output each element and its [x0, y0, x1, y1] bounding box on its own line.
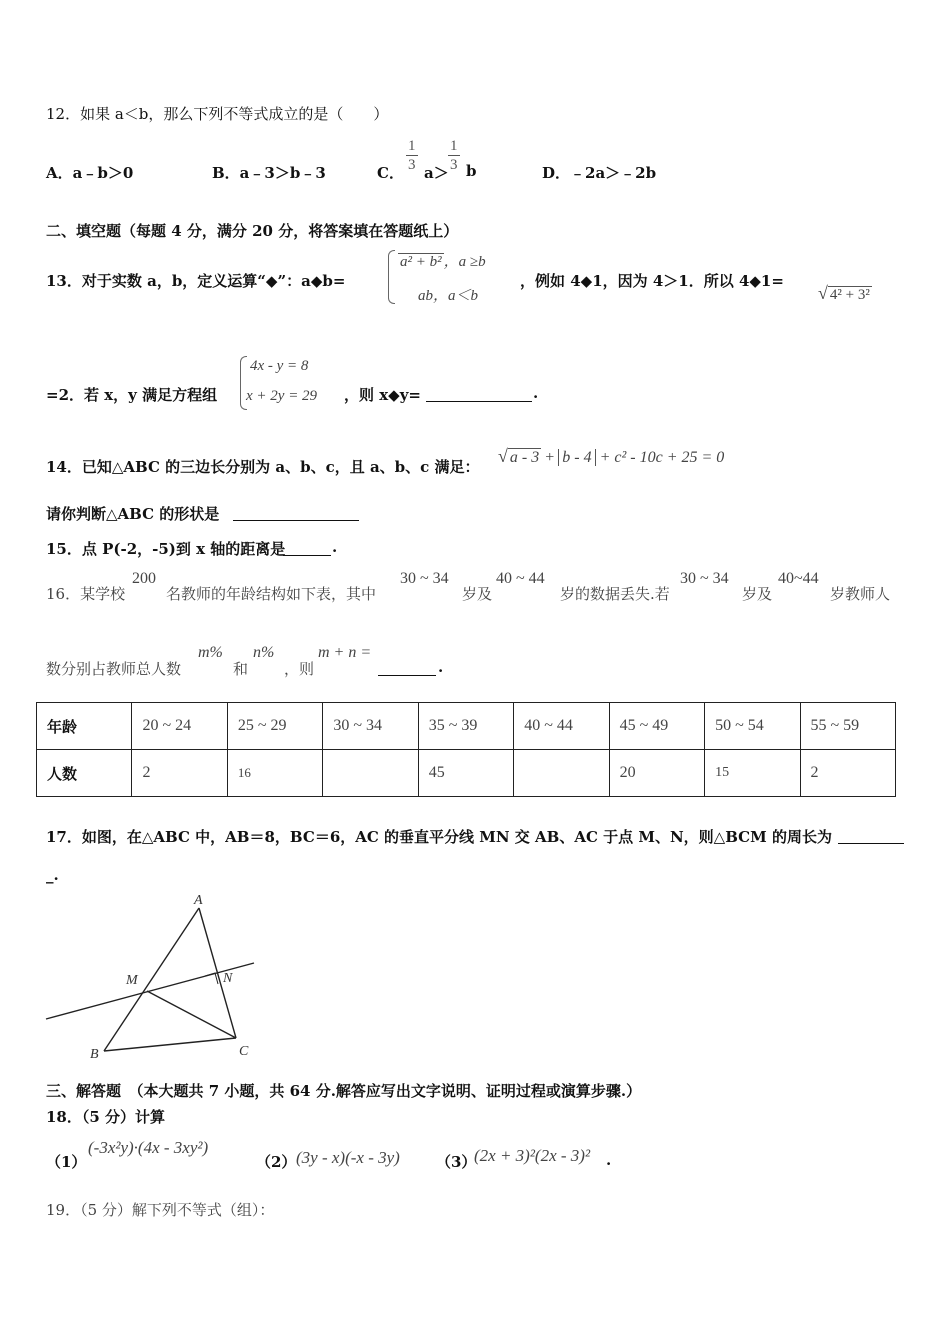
- section3-title: 三、解答题 （本大题共 7 小题，共 64 分.解答应写出文字说明、证明过程或演算步骤.）: [46, 1082, 642, 1100]
- q16-line2: 数分别占教师总人数: [46, 660, 182, 678]
- q13-case-brace: [388, 250, 395, 304]
- q16-p6: 岁教师人: [830, 585, 891, 603]
- q17-text: 17．如图，在△ABC 中，AB＝8，BC＝6，AC 的垂直平分线 MN 交 AB、AC 于点 M、N，则△BCM 的周长为: [46, 828, 832, 846]
- segment-ab: [104, 908, 199, 1051]
- q18-part1-expr: (-3x²y)·(4x - 3xy²): [88, 1138, 209, 1157]
- table-cell-count: 20: [609, 750, 704, 797]
- q16-p1: 16．某学校: [46, 585, 126, 603]
- segment-bc: [104, 1038, 236, 1051]
- q13-stem: [46, 270, 345, 291]
- q15-answer-blank[interactable]: [283, 538, 331, 560]
- q14-answer-blank[interactable]: [233, 503, 359, 525]
- q14-eq-rest: + c² - 10c + 25 = 0: [599, 449, 725, 466]
- q12-option-b: B．a﹣3＞b﹣3: [212, 164, 326, 182]
- q13-case1: [398, 250, 486, 271]
- label-n: N: [223, 971, 233, 986]
- label-c: C: [239, 1044, 249, 1059]
- q13-period: .: [533, 384, 539, 402]
- q16-then: ，则: [284, 660, 315, 678]
- q16-n-percent: n%: [253, 644, 275, 661]
- q13-root-value: 4² + 3²: [829, 287, 870, 303]
- q14-stem: 14．已知△ABC 的三边长分别为 a、b、c，且 a、b、c 满足：: [46, 458, 480, 476]
- q13-answer-blank[interactable]: [426, 384, 532, 406]
- frac-num: 1: [408, 138, 416, 154]
- q16-p5: 岁及: [742, 585, 773, 603]
- table-cell-count: [514, 750, 609, 797]
- q16-p2: 名教师的年龄结构如下表，其中: [166, 585, 377, 603]
- q16-expr: m + n =: [318, 644, 372, 661]
- q16-p3: 岁及: [462, 585, 493, 603]
- table-cell-count: 15: [705, 750, 800, 797]
- table-cell-count: 16: [227, 750, 322, 797]
- q14-eq-root: a - 3: [509, 449, 540, 466]
- frac-den: 3: [450, 157, 458, 173]
- table-cell-age: 25 ~ 29: [227, 703, 322, 750]
- table-cell-age: 30 ~ 34: [323, 703, 418, 750]
- table-row-age: [37, 703, 896, 750]
- frac-den: 3: [408, 157, 416, 173]
- q16-end: .: [438, 658, 444, 676]
- q13-case2: ab，a＜b: [418, 288, 479, 304]
- frac-num: 1: [450, 138, 458, 154]
- q13-example: ，例如 4◆1，因为 4＞1．所以 4◆1=: [520, 272, 784, 290]
- q15-text: 15．点 P(-2，-5)到 x 轴的距离是: [46, 540, 286, 558]
- q12-option-c-mid: a＞: [424, 164, 449, 182]
- q13-system-eq2: x + 2y = 29: [246, 388, 318, 404]
- q18-part2-label: （2）: [256, 1153, 297, 1171]
- q16-m-percent: m%: [198, 644, 223, 661]
- q16-and: 和: [233, 660, 249, 678]
- q18-part3-expr: (2x + 3)²(2x - 3)²: [474, 1146, 591, 1165]
- q14-eq-abs: b - 4: [558, 449, 595, 466]
- table-cell-count: [323, 750, 418, 797]
- q16-range2: 40 ~ 44: [496, 570, 545, 587]
- q16-range3: 30 ~ 34: [680, 570, 729, 587]
- table-cell-age: 45 ~ 49: [609, 703, 704, 750]
- table-cell-age: 50 ~ 54: [705, 703, 800, 750]
- label-b: B: [90, 1047, 99, 1062]
- age-table: [36, 702, 896, 797]
- table-cell-count: 2: [132, 750, 227, 797]
- table-cell-age: 55 ~ 59: [800, 703, 896, 750]
- table-cell-age: 40 ~ 44: [514, 703, 609, 750]
- q13-line2-end: ，则 x◆y=: [344, 386, 421, 404]
- q19-title: 19．（5 分）解下列不等式（组）：: [46, 1201, 275, 1219]
- q17-tail: _.: [46, 866, 59, 884]
- q12-option-c-end: b: [466, 162, 477, 180]
- q13-root-expr: √ 4² + 3²: [818, 283, 870, 303]
- q12-option-c-frac1: [406, 137, 418, 174]
- q14-equation: √ a - 3 + b - 4 + c² - 10c + 25 = 0: [498, 446, 725, 466]
- label-m: M: [126, 973, 138, 988]
- table-cell-age: 20 ~ 24: [132, 703, 227, 750]
- table-cell-count: 45: [418, 750, 513, 797]
- table-header-age: 年龄: [37, 703, 132, 750]
- q12-option-d: D．﹣2a＞﹣2b: [542, 164, 657, 182]
- q16-answer-blank[interactable]: [378, 658, 436, 680]
- table-header-count: 人数: [37, 750, 132, 797]
- triangle-figure: [40, 888, 270, 1063]
- q13-system-eq1: 4x - y = 8: [250, 358, 309, 374]
- q12-option-a: A．a﹣b＞0: [46, 164, 134, 182]
- q16-p4: 岁的数据丢失.若: [560, 585, 670, 603]
- q18-end: .: [606, 1151, 612, 1169]
- q12-stem: 12．如果 a＜b，那么下列不等式成立的是（ ）: [46, 105, 389, 123]
- label-a: A: [194, 893, 203, 908]
- q16-range1: 30 ~ 34: [400, 570, 449, 587]
- q16-range4: 40~44: [778, 570, 819, 587]
- q18-title: 18．（5 分）计算: [46, 1108, 166, 1126]
- q15-end: .: [332, 538, 338, 556]
- q13-stem-text: 13．对于实数 a，b，定义运算“◆”：a◆b=: [46, 272, 346, 290]
- q18-part1-label: （1）: [46, 1153, 87, 1171]
- table-cell-count: 2: [800, 750, 896, 797]
- q13-line2-start: =2．若 x，y 满足方程组: [46, 386, 218, 404]
- section2-title: 二、填空题（每题 4 分，满分 20 分，将答案填在答题纸上）: [46, 222, 459, 240]
- q13-case1-cond: ，a ≥b: [443, 254, 486, 270]
- q17-answer-blank[interactable]: [838, 826, 904, 848]
- q13-case1-root: a² + b²: [400, 254, 442, 270]
- q18-part2-expr: (3y - x)(-x - 3y): [296, 1148, 400, 1167]
- table-row-count: [37, 750, 896, 797]
- q18-part3-label: （3）: [436, 1153, 477, 1171]
- q16-n200: 200: [132, 570, 156, 587]
- table-cell-age: 35 ~ 39: [418, 703, 513, 750]
- segment-mc: [147, 991, 236, 1038]
- q14-line2: 请你判断△ABC 的形状是: [46, 505, 220, 523]
- q12-option-c-frac2: [448, 137, 460, 174]
- q12-option-c-prefix: C．: [377, 164, 404, 182]
